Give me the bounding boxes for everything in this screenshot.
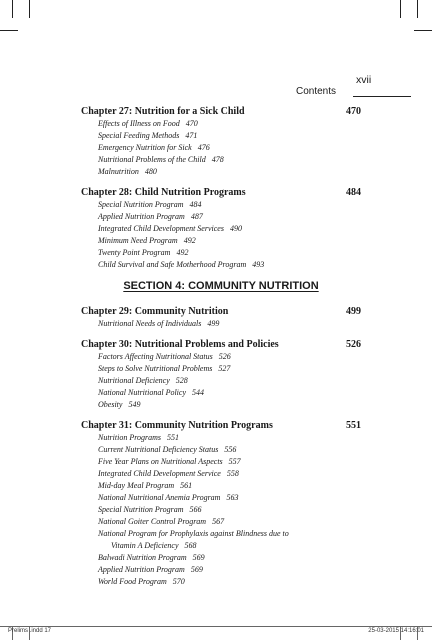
topic-title: Nutritional Deficiency xyxy=(98,376,170,385)
topic-title: Integrated Child Development Services xyxy=(98,224,224,233)
chapter-title: Chapter 28: Child Nutrition Programs xyxy=(81,187,246,198)
topic-title: Special Nutrition Program xyxy=(98,505,184,514)
toc-content xyxy=(81,105,361,596)
topic-title: National Nutritional Policy xyxy=(98,388,186,397)
slug-filename: Prelims .indd 17 xyxy=(8,628,52,634)
chapter-page: 470 xyxy=(346,106,361,117)
topic-page: 527 xyxy=(218,364,231,373)
topic-entry xyxy=(98,528,361,540)
chapter-heading xyxy=(81,338,361,351)
topic-title: Integrated Child Development Service xyxy=(98,469,221,478)
topic-entry xyxy=(98,259,361,271)
crop-mark xyxy=(29,0,30,18)
topic-title: Child Survival and Safe Motherhood Program xyxy=(98,260,247,269)
topic-page: 528 xyxy=(175,376,188,385)
topic-page: 470 xyxy=(185,119,198,128)
chapter-entry xyxy=(81,105,361,178)
crop-mark xyxy=(0,30,18,31)
topic-page: 558 xyxy=(226,469,239,478)
slug-rule xyxy=(0,626,432,627)
header-rule xyxy=(353,96,411,97)
chapter-title: Chapter 31: Community Nutrition Programs xyxy=(81,420,273,431)
topic-title: Balwadi Nutrition Program xyxy=(98,553,187,562)
topic-title: Emergency Nutrition for Sick xyxy=(98,143,192,152)
chapter-heading xyxy=(81,419,361,432)
chapter-page: 526 xyxy=(346,339,361,350)
topic-entry xyxy=(98,468,361,480)
crop-mark xyxy=(400,0,401,18)
topic-page: 492 xyxy=(176,248,189,257)
chapter-page: 551 xyxy=(346,420,361,431)
topic-title: Steps to Solve Nutritional Problems xyxy=(98,364,213,373)
topic-title: Nutritional Problems of the Child xyxy=(98,155,206,164)
topic-entry xyxy=(111,540,361,552)
chapter-entry xyxy=(81,186,361,271)
running-header: Contents xyxy=(296,86,337,97)
topic-page: 568 xyxy=(184,541,197,550)
crop-mark xyxy=(414,30,432,31)
topic-page: 544 xyxy=(192,388,204,397)
topic-title: Minimum Need Program xyxy=(98,236,178,245)
topic-title: Effects of Illness on Food xyxy=(98,119,180,128)
crop-mark xyxy=(417,0,418,18)
topic-page: 556 xyxy=(224,445,237,454)
topic-title: Nutrition Programs xyxy=(98,433,162,442)
topic-entry xyxy=(98,456,361,468)
topic-title: Mid-day Meal Program xyxy=(98,481,175,490)
topic-page: 484 xyxy=(189,200,202,209)
toc-chapters-top xyxy=(81,105,361,271)
topic-entry xyxy=(98,564,361,576)
topic-page: 569 xyxy=(190,565,203,574)
topic-title: Special Nutrition Program xyxy=(98,200,184,209)
topic-page: 563 xyxy=(226,493,239,502)
topic-title: Five Year Plans on Nutritional Aspects xyxy=(98,457,223,466)
topic-page: 551 xyxy=(167,433,180,442)
topic-page: 526 xyxy=(218,352,231,361)
topic-entry xyxy=(98,318,361,330)
topic-entry xyxy=(98,211,361,223)
topic-page: 476 xyxy=(197,143,210,152)
topic-title: Factors Affecting Nutritional Status xyxy=(98,352,213,361)
topic-page: 493 xyxy=(252,260,265,269)
toc-chapters-bottom xyxy=(81,305,361,588)
topic-entry xyxy=(98,399,361,411)
topic-entry xyxy=(98,235,361,247)
topic-entry xyxy=(98,387,361,399)
chapter-entry xyxy=(81,338,361,411)
chapter-heading xyxy=(81,186,361,199)
topic-page: 570 xyxy=(172,577,185,586)
topic-entry xyxy=(98,432,361,444)
chapter-title: Chapter 30: Nutritional Problems and Policies xyxy=(81,339,279,350)
topic-entry xyxy=(98,576,361,588)
topic-title: Special Feeding Methods xyxy=(98,131,180,140)
topic-page: 471 xyxy=(185,131,198,140)
chapter-page: 499 xyxy=(346,306,361,317)
topic-entry xyxy=(98,166,361,178)
topic-entry xyxy=(98,223,361,235)
topic-page: 480 xyxy=(144,167,157,176)
chapter-heading xyxy=(81,305,361,318)
topic-title: National Program for Prophylaxis against Blindness due to xyxy=(98,529,289,538)
chapter-title: Chapter 27: Nutrition for a Sick Child xyxy=(81,106,245,117)
topic-entry xyxy=(98,363,361,375)
topic-title: Applied Nutrition Program xyxy=(98,212,185,221)
topic-entry xyxy=(98,118,361,130)
topic-page: 499 xyxy=(207,319,220,328)
topic-entry xyxy=(98,351,361,363)
topic-page: 478 xyxy=(211,155,224,164)
page-number: xvii xyxy=(356,74,372,86)
slug-timestamp: 25-03-2015 14:16:01 xyxy=(368,628,424,634)
crop-mark xyxy=(12,0,13,18)
topic-page: 567 xyxy=(212,517,225,526)
chapter-heading xyxy=(81,105,361,118)
topic-title: Nutritional Needs of Individuals xyxy=(98,319,202,328)
topic-entry xyxy=(98,130,361,142)
topic-entry xyxy=(98,199,361,211)
topic-title: Applied Nutrition Program xyxy=(98,565,185,574)
chapter-entry xyxy=(81,419,361,588)
topic-entry xyxy=(98,480,361,492)
topic-title: Current Nutritional Deficiency Status xyxy=(98,445,219,454)
topic-entry xyxy=(98,504,361,516)
topic-page: 561 xyxy=(180,481,193,490)
topic-title: World Food Program xyxy=(98,577,167,586)
topic-entry xyxy=(98,142,361,154)
topic-entry xyxy=(98,552,361,564)
topic-entry xyxy=(98,247,361,259)
topic-page: 557 xyxy=(228,457,241,466)
chapter-page: 484 xyxy=(346,187,361,198)
topic-page: 487 xyxy=(190,212,203,221)
topic-entry xyxy=(98,444,361,456)
topic-title: Malnutrition xyxy=(98,167,139,176)
topic-title: National Goiter Control Program xyxy=(98,517,207,526)
topic-entry xyxy=(98,375,361,387)
topic-entry xyxy=(98,154,361,166)
topic-page: 569 xyxy=(192,553,205,562)
topic-title: National Nutritional Anemia Program xyxy=(98,493,221,502)
topic-page: 490 xyxy=(229,224,242,233)
topic-entry xyxy=(98,516,361,528)
topic-title: Twenty Point Program xyxy=(98,248,171,257)
topic-entry xyxy=(98,492,361,504)
chapter-title: Chapter 29: Community Nutrition xyxy=(81,306,229,317)
topic-page: 566 xyxy=(189,505,202,514)
print-slug xyxy=(0,626,432,640)
chapter-entry xyxy=(81,305,361,330)
topic-title: Vitamin A Deficiency xyxy=(111,541,179,550)
topic-page: 492 xyxy=(183,236,196,245)
topic-page: 549 xyxy=(128,400,141,409)
topic-title: Obesity xyxy=(98,400,123,409)
section-title: SECTION 4: COMMUNITY NUTRITION xyxy=(123,280,319,292)
